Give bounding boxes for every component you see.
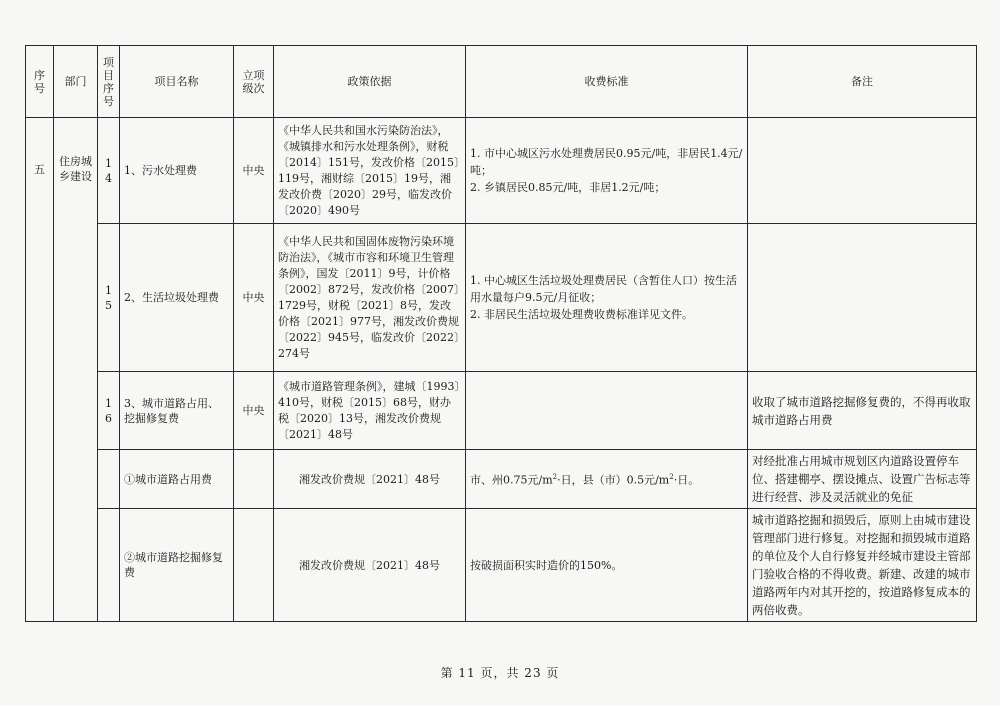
remark: 城市道路挖掘和损毁后，原则上由城市建设管理部门进行修复。对挖掘和损毁城市道路的单位及个人自行修复并经城市建设主管部门验收合格的不得收费。新建、改建的城市道路两年内对其开挖的，按道路修复成本的两倍收费。	[748, 509, 977, 622]
fee-table	[25, 45, 977, 622]
col-standard-header: 收费标准	[466, 46, 748, 118]
page-number: 第 11 页，共 23 页	[440, 666, 560, 680]
item-seq	[98, 450, 120, 509]
policy-basis: 《中华人民共和国固体废物污染环境防治法》，《城市市容和环境卫生管理条例》，国发〔2011〕9号，计价格〔2002〕872号，发改价格〔2007〕1729号，财税〔2021〕8号，发改价格〔2021〕977号，湘发改价费规〔2022〕945号，临发改价〔2022〕274号	[274, 224, 466, 372]
item-seq: 14	[98, 118, 120, 224]
row-seq: 五	[26, 118, 54, 622]
col-dept-header: 部门	[54, 46, 98, 118]
table-row	[26, 509, 977, 622]
item-seq	[98, 509, 120, 622]
policy-basis: 湘发改价费规〔2021〕48号	[274, 450, 466, 509]
fee-standard	[466, 450, 748, 509]
remark	[748, 224, 977, 372]
col-basis-header: 政策依据	[274, 46, 466, 118]
fee-standard-line: 1. 市中心城区污水处理费居民0.95元/吨，非居民1.4元/吨；	[470, 147, 743, 177]
table-row	[26, 118, 977, 224]
item-level	[234, 509, 274, 622]
col-note-header: 备注	[748, 46, 977, 118]
fee-standard	[466, 224, 748, 372]
table-header-row	[26, 46, 977, 118]
table-row	[26, 372, 977, 450]
item-name: 1、污水处理费	[120, 118, 234, 224]
item-seq: 16	[98, 372, 120, 450]
item-name: 2、生活垃圾处理费	[120, 224, 234, 372]
col-level-header: 立项级次	[234, 46, 274, 118]
table-row	[26, 450, 977, 509]
fee-standard-part: ·日。	[673, 473, 700, 487]
table-row	[26, 224, 977, 372]
item-name: ②城市道路挖掘修复费	[120, 509, 234, 622]
item-level: 中央	[234, 224, 274, 372]
remark	[748, 118, 977, 224]
unit-superscript: 2	[669, 473, 674, 482]
col-item-name-header: 项目名称	[120, 46, 234, 118]
item-seq: 15	[98, 224, 120, 372]
policy-basis: 湘发改价费规〔2021〕48号	[274, 509, 466, 622]
unit-superscript: 2	[552, 473, 558, 482]
row-dept: 住房城乡建设	[54, 118, 98, 622]
remark: 收取了城市道路挖掘修复费的，不得再收取城市道路占用费	[748, 372, 977, 450]
item-name: ①城市道路占用费	[120, 450, 234, 509]
remark: 对经批准占用城市规划区内道路设置停车位、搭建棚亭、摆设摊点、设置广告标志等进行经营、涉及灵活就业的免征	[748, 450, 977, 509]
fee-standard	[466, 372, 748, 450]
fee-standard: 按破损面积实时造价的150%。	[466, 509, 748, 622]
fee-standard-line: 2. 非居民生活垃圾处理费收费标准详见文件。	[470, 308, 693, 321]
fee-standard-part: ·日，县（市）0.5元/m	[557, 473, 670, 487]
fee-standard-line: 1. 中心城区生活垃圾处理费居民（含暂住人口）按生活用水量每户9.5元/月征收；	[470, 274, 737, 304]
item-level: 中央	[234, 372, 274, 450]
policy-basis: 《中华人民共和国水污染防治法》，《城镇排水和污水处理条例》，财税〔2014〕151号，发改价格〔2015〕119号，湘财综〔2015〕19号，湘发改价费〔2020〕29号，临发改价〔2020〕490号	[274, 118, 466, 224]
item-level	[234, 450, 274, 509]
policy-basis: 《城市道路管理条例》，建城〔1993〕410号，财税〔2015〕68号，财办税〔2020〕13号，湘发改价费规〔2021〕48号	[274, 372, 466, 450]
fee-standard	[466, 118, 748, 224]
col-seq-header: 序号	[26, 46, 54, 118]
fee-standard-line: 2. 乡镇居民0.85元/吨，非居1.2元/吨；	[470, 181, 666, 194]
col-item-seq-header: 项目序号	[98, 46, 120, 118]
fee-standard-part: 市、州0.75元/m	[470, 473, 553, 487]
item-name: 3、城市道路占用、挖掘修复费	[120, 372, 234, 450]
item-level: 中央	[234, 118, 274, 224]
